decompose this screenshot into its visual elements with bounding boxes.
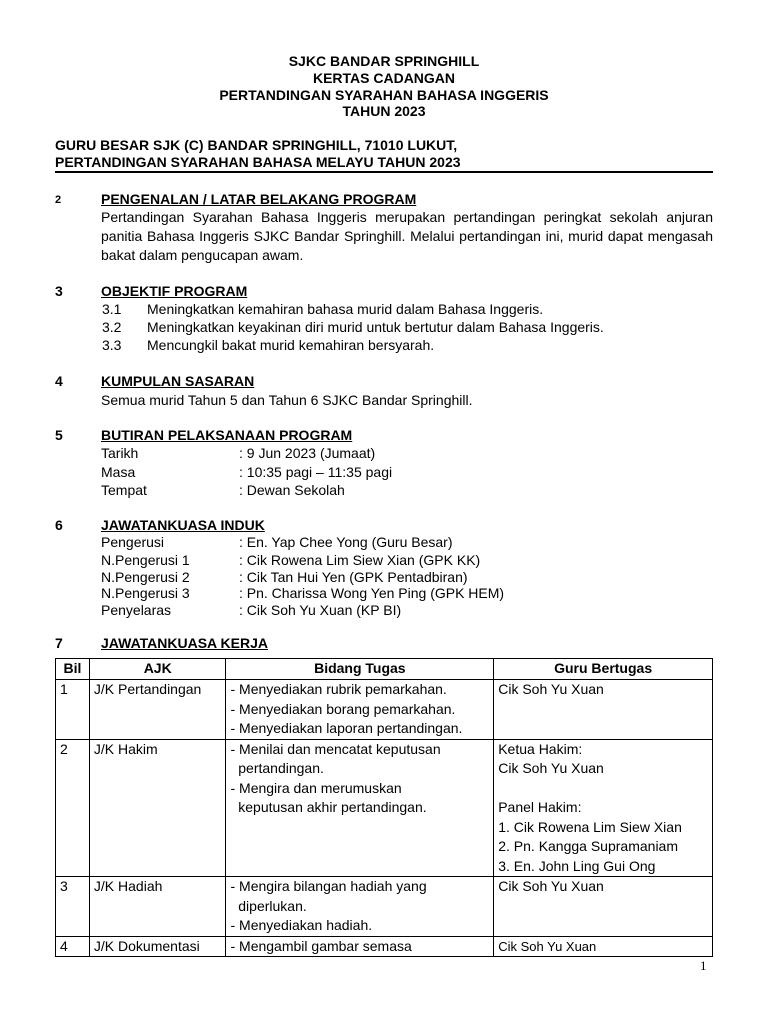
cell-bil: 4 — [56, 936, 90, 957]
table-row — [56, 877, 713, 937]
page-number: 1 — [700, 958, 707, 973]
cell-bil: 3 — [56, 877, 90, 937]
section-number: 4 — [55, 373, 63, 389]
section-number: 3 — [55, 283, 63, 299]
detail-label: Masa — [101, 464, 136, 480]
cell-guru: Cik Soh Yu Xuan — [494, 877, 713, 937]
detail-label: Tarikh — [101, 445, 139, 461]
doc-header-school: SJKC BANDAR SPRINGHILL — [288, 53, 480, 69]
section-title-sasaran: KUMPULAN SASARAN — [101, 373, 255, 389]
table-row — [56, 739, 713, 877]
cell-ajk: J/K Dokumentasi — [89, 936, 226, 957]
detail-value: : 10:35 pagi – 11:35 pagi — [239, 464, 393, 480]
committee-member: : Cik Tan Hui Yen (GPK Pentadbiran) — [239, 569, 468, 585]
doc-header-type: KERTAS CADANGAN — [312, 70, 456, 86]
section-title-kerja: JAWATANKUASA KERJA — [101, 635, 268, 651]
doc-header-year: TAHUN 2023 — [342, 103, 426, 119]
cell-ajk: J/K Pertandingan — [89, 680, 226, 740]
detail-value: : 9 Jun 2023 (Jumaat) — [239, 445, 376, 461]
divider — [55, 171, 713, 173]
committee-member: : Pn. Charissa Wong Yen Ping (GPK HEM) — [239, 585, 505, 601]
committee-member: : Cik Soh Yu Xuan (KP BI) — [239, 602, 402, 618]
objective-number: 3.1 — [102, 301, 122, 317]
cell-guru: Cik Soh Yu Xuan — [494, 936, 713, 957]
committee-member: : En. Yap Chee Yong (Guru Besar) — [239, 534, 453, 550]
committee-member: : Cik Rowena Lim Siew Xian (GPK KK) — [239, 552, 481, 568]
col-header-bil: Bil — [56, 659, 90, 680]
objective-number: 3.2 — [102, 319, 122, 335]
table-header-row — [56, 659, 713, 680]
section-number: 5 — [55, 427, 63, 443]
section-body-sasaran: Semua murid Tahun 5 dan Tahun 6 SJKC Bandar Springhill. — [101, 392, 473, 408]
cell-tugas: - Mengira bilangan hadiah yang diperlukan. - Menyediakan hadiah. — [226, 877, 494, 937]
objective-text: Meningkatkan kemahiran bahasa murid dalam Bahasa Inggeris. — [147, 301, 544, 317]
table-row — [56, 936, 713, 957]
doc-header-title: PERTANDINGAN SYARAHAN BAHASA INGGERIS — [219, 87, 549, 103]
cell-tugas: - Mengambil gambar semasa — [226, 936, 494, 957]
objective-text: Meningkatkan keyakinan diri murid untuk bertutur dalam Bahasa Inggeris. — [147, 319, 604, 335]
detail-label: Tempat — [101, 482, 147, 498]
section-number: 2 — [55, 194, 62, 206]
committee-role: N.Pengerusi 1 — [101, 552, 190, 568]
col-header-tugas: Bidang Tugas — [226, 659, 494, 680]
objective-number: 3.3 — [102, 337, 122, 353]
col-header-ajk: AJK — [89, 659, 226, 680]
section-number: 6 — [55, 517, 63, 533]
cell-guru: Ketua Hakim: Cik Soh Yu Xuan Panel Hakim: 1. Cik Rowena Lim Siew Xian 2. Pn. Kangga Supramaniam 3. En. John Ling Gui Ong — [494, 739, 713, 877]
committee-role: Penyelaras — [101, 602, 172, 618]
cell-tugas: - Menilai dan mencatat keputusan pertandingan. - Mengira dan merumuskan keputusan akhir pertandingan. — [226, 739, 494, 877]
detail-value: : Dewan Sekolah — [239, 482, 345, 498]
cell-ajk: J/K Hadiah — [89, 877, 226, 937]
col-header-guru: Guru Bertugas — [494, 659, 713, 680]
section-title-butiran: BUTIRAN PELAKSANAAN PROGRAM — [101, 427, 353, 443]
addressee-line-2: PERTANDINGAN SYARAHAN BAHASA MELAYU TAHUN 2023 — [55, 154, 461, 170]
addressee-line-1: GURU BESAR SJK (C) BANDAR SPRINGHILL, 71010 LUKUT, — [55, 137, 458, 153]
cell-bil: 1 — [56, 680, 90, 740]
cell-guru: Cik Soh Yu Xuan — [494, 680, 713, 740]
section-title-intro: PENGENALAN / LATAR BELAKANG PROGRAM — [101, 191, 417, 207]
objective-text: Mencungkil bakat murid kemahiran bersyarah. — [147, 337, 435, 353]
table-row — [56, 680, 713, 740]
cell-bil: 2 — [56, 739, 90, 877]
committee-role: N.Pengerusi 3 — [101, 585, 190, 601]
section-title-objektif: OBJEKTIF PROGRAM — [101, 283, 248, 299]
cell-tugas: - Menyediakan rubrik pemarkahan. - Menyediakan borang pemarkahan. - Menyediakan laporan pertandingan. — [226, 680, 494, 740]
section-title-induk: JAWATANKUASA INDUK — [101, 517, 265, 533]
committee-role: N.Pengerusi 2 — [101, 569, 190, 585]
cell-ajk: J/K Hakim — [89, 739, 226, 877]
committee-role: Pengerusi — [101, 534, 165, 550]
work-committee-table — [55, 658, 713, 957]
section-number: 7 — [55, 635, 63, 651]
section-body-intro: Pertandingan Syarahan Bahasa Inggeris merupakan pertandingan peringkat sekolah anjuran panitia Bahasa Inggeris SJKC Bandar Springhill. Melalui pertandingan ini, murid dapat mengasah bakat dalam pengucapan awam. — [101, 209, 713, 263]
